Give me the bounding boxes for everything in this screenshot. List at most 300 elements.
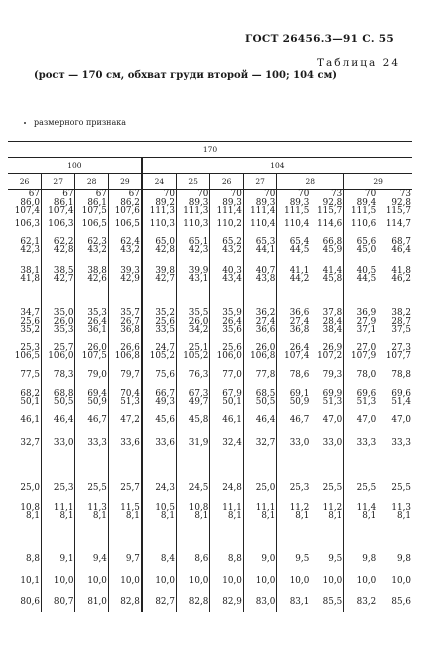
table-row <box>8 304 412 340</box>
value-cell <box>310 190 343 217</box>
cell-value: 10,0 <box>289 575 310 586</box>
value-cell <box>75 498 108 526</box>
cell-value: 69,4 <box>87 388 107 399</box>
cell-value: 42,7 <box>53 274 74 284</box>
value-cell <box>277 364 310 386</box>
cell-value: 8,1 <box>92 511 107 521</box>
cell-value: 27,9 <box>356 316 377 327</box>
value-cell <box>277 304 310 340</box>
value-cell <box>75 592 108 612</box>
value-cell <box>310 340 343 364</box>
cell-value: 26,4 <box>289 342 310 353</box>
value-cell <box>108 570 141 592</box>
value-cell <box>108 260 141 290</box>
spacer-cell <box>377 526 412 548</box>
cell-value: 35,5 <box>188 308 209 319</box>
value-cell <box>108 232 141 260</box>
cell-value: 43,1 <box>188 274 209 284</box>
cell-value: 115,7 <box>317 206 343 217</box>
value-cell <box>8 232 41 260</box>
cell-value: 78,0 <box>356 369 377 380</box>
value-cell <box>377 340 412 364</box>
cell-value: 32,4 <box>222 437 242 448</box>
bullet-dot <box>24 122 26 124</box>
cell-value: 92,8 <box>391 197 411 208</box>
cell-value: 35,2 <box>155 308 175 319</box>
value-cell <box>344 498 377 526</box>
cell-value: 27,4 <box>289 316 310 327</box>
value-cell <box>243 410 276 430</box>
cell-value: 79,7 <box>120 369 140 380</box>
cell-value: 9,4 <box>92 553 107 564</box>
cell-value: 36,8 <box>289 325 310 336</box>
cell-value: 26,0 <box>53 316 74 327</box>
cell-value: 36,2 <box>255 308 276 319</box>
value-cell <box>310 410 343 430</box>
value-cell <box>75 216 108 232</box>
cell-value: 45,9 <box>322 245 343 255</box>
cell-value: 27,0 <box>356 342 377 353</box>
cell-value: 36,6 <box>255 325 276 336</box>
cell-value: 65,1 <box>188 236 209 247</box>
cell-value: 40,5 <box>356 265 377 276</box>
cell-value: 33,0 <box>53 437 74 448</box>
spacer-cell <box>108 290 141 304</box>
value-cell <box>108 548 141 570</box>
cell-value: 114,6 <box>317 218 343 229</box>
table-row <box>8 410 412 430</box>
cell-value: 89,3 <box>188 197 209 208</box>
cell-value: 42,6 <box>87 274 107 284</box>
value-cell <box>108 430 141 456</box>
value-cell <box>75 410 108 430</box>
value-cell <box>142 498 177 526</box>
cell-value: 33,5 <box>155 325 175 336</box>
spacer-cell <box>8 290 41 304</box>
value-cell <box>210 592 243 612</box>
cell-value: 11,1 <box>53 502 74 513</box>
value-cell <box>108 478 141 498</box>
value-cell <box>8 410 41 430</box>
spacer-cell <box>75 456 108 478</box>
value-cell <box>75 548 108 570</box>
value-cell <box>243 232 276 260</box>
cell-value: 8,4 <box>160 553 175 564</box>
hip-column-header: 27 <box>41 174 74 190</box>
cell-value: 62,1 <box>20 236 40 247</box>
cell-value: 9,0 <box>261 553 276 564</box>
hip-column-header: 28 <box>277 174 344 190</box>
spacer-cell <box>108 526 141 548</box>
cell-value: 77,5 <box>20 369 40 380</box>
cell-value: 42,3 <box>188 245 209 255</box>
cell-value: 81,0 <box>87 596 107 607</box>
chest-group-header: 104 <box>142 158 412 174</box>
cell-value: 77,8 <box>255 369 276 380</box>
cell-value: 86,0 <box>20 197 40 208</box>
cell-value: 46,2 <box>391 274 411 284</box>
hip-column-header: 29 <box>108 174 141 190</box>
cell-value: 85,6 <box>391 596 411 607</box>
cell-value: 43,2 <box>120 245 140 255</box>
hip-column-header: 27 <box>243 174 276 190</box>
cell-value: 50,5 <box>53 397 74 407</box>
value-cell <box>344 592 377 612</box>
cell-value: 65,4 <box>289 236 310 247</box>
cell-value: 28,4 <box>322 316 343 327</box>
value-cell <box>41 260 74 290</box>
cell-value: 44,2 <box>289 274 310 284</box>
table-body <box>8 190 412 613</box>
value-cell <box>310 260 343 290</box>
cell-value: 106,5 <box>81 218 107 229</box>
cell-value: 25,1 <box>188 342 209 353</box>
value-cell <box>75 304 108 340</box>
cell-value: 41,1 <box>289 265 310 276</box>
cell-value: 65,0 <box>155 236 175 247</box>
value-cell <box>176 232 209 260</box>
value-cell <box>176 364 209 386</box>
value-cell <box>142 304 177 340</box>
value-cell <box>75 190 108 217</box>
value-cell <box>277 548 310 570</box>
spacer-cell <box>310 526 343 548</box>
cell-value: 26,0 <box>188 316 209 327</box>
cell-value: 43,4 <box>222 274 242 284</box>
value-cell <box>176 216 209 232</box>
value-cell <box>176 430 209 456</box>
cell-value: 36,1 <box>87 325 107 336</box>
height-group-header: 170 <box>8 142 412 158</box>
cell-value: 107,7 <box>385 351 411 361</box>
cell-value: 45,8 <box>188 414 209 425</box>
value-cell <box>377 260 412 290</box>
spacer-cell <box>142 526 177 548</box>
cell-value: 50,9 <box>289 397 310 407</box>
value-cell <box>243 592 276 612</box>
cell-value: 37,8 <box>322 308 343 319</box>
value-cell <box>310 386 343 410</box>
cell-value: 11,5 <box>120 502 140 513</box>
cell-value: 110,4 <box>250 218 276 229</box>
cell-value: 8,1 <box>227 511 242 521</box>
cell-value: 110,3 <box>149 218 175 229</box>
value-cell <box>8 498 41 526</box>
table-caption: Таблица 24 <box>317 57 400 69</box>
cell-value: 26,9 <box>322 342 343 353</box>
cell-value: 8,1 <box>160 511 175 521</box>
cell-value: 110,6 <box>351 218 377 229</box>
cell-value: 33,3 <box>356 437 377 448</box>
hip-column-header: 26 <box>8 174 41 190</box>
cell-value: 44,5 <box>356 274 377 284</box>
cell-value: 32,7 <box>20 437 40 448</box>
value-cell <box>344 386 377 410</box>
value-cell <box>8 592 41 612</box>
value-cell <box>41 216 74 232</box>
cell-value: 115,7 <box>385 206 411 217</box>
value-cell <box>210 364 243 386</box>
hip-column-header: 29 <box>344 174 412 190</box>
cell-value: 111,3 <box>149 206 175 217</box>
cell-value: 26,0 <box>87 342 107 353</box>
value-cell <box>176 570 209 592</box>
cell-value: 89,3 <box>222 197 242 208</box>
value-cell <box>176 548 209 570</box>
cell-value: 10,0 <box>255 575 276 586</box>
cell-value: 65,3 <box>255 236 276 247</box>
cell-value: 82,8 <box>120 596 140 607</box>
value-cell <box>344 304 377 340</box>
value-cell <box>8 548 41 570</box>
cell-value: 10,0 <box>53 575 74 586</box>
cell-value: 86,1 <box>87 197 107 208</box>
cell-value: 79,0 <box>87 369 107 380</box>
cell-value: 25,3 <box>289 482 310 493</box>
value-cell <box>108 340 141 364</box>
cell-value: 24,7 <box>155 342 175 353</box>
spacer-cell <box>176 456 209 478</box>
cell-value: 44,1 <box>255 245 276 255</box>
cell-value: 107,4 <box>14 206 40 217</box>
spacer-cell <box>344 526 377 548</box>
spacer-cell <box>377 290 412 304</box>
table-row <box>8 430 412 456</box>
value-cell <box>243 430 276 456</box>
cell-value: 79,3 <box>322 369 343 380</box>
cell-value: 65,6 <box>356 236 377 247</box>
value-cell <box>142 216 177 232</box>
cell-value: 110,2 <box>216 218 242 229</box>
measurements-table <box>8 141 412 612</box>
spacer-cell <box>142 290 177 304</box>
value-cell <box>108 364 141 386</box>
cell-value: 40,3 <box>222 265 242 276</box>
value-cell <box>176 410 209 430</box>
cell-value: 35,2 <box>20 325 40 336</box>
cell-value: 35,9 <box>222 308 242 319</box>
cell-value: 10,0 <box>188 575 209 586</box>
cell-value: 107,5 <box>81 351 107 361</box>
cell-value: 42,8 <box>53 245 74 255</box>
cell-value: 33,3 <box>87 437 107 448</box>
value-cell <box>8 260 41 290</box>
value-cell <box>277 498 310 526</box>
cell-value: 51,3 <box>322 397 343 407</box>
value-cell <box>75 386 108 410</box>
value-cell <box>108 410 141 430</box>
value-cell <box>41 548 74 570</box>
cell-value: 111,4 <box>216 206 242 217</box>
cell-value: 25,5 <box>87 482 107 493</box>
cell-value: 10,0 <box>155 575 175 586</box>
value-cell <box>75 340 108 364</box>
cell-value: 8,1 <box>25 511 40 521</box>
value-cell <box>8 570 41 592</box>
spacer-cell <box>41 456 74 478</box>
cell-value: 62,4 <box>120 236 140 247</box>
cell-value: 24,5 <box>188 482 209 493</box>
value-cell <box>142 410 177 430</box>
value-cell <box>176 190 209 217</box>
cell-value: 46,4 <box>391 245 411 255</box>
cell-value: 32,7 <box>255 437 276 448</box>
spacer-cell <box>41 526 74 548</box>
cell-value: 73 <box>399 189 411 200</box>
cell-value: 47,2 <box>120 414 140 425</box>
value-cell <box>210 216 243 232</box>
value-cell <box>142 430 177 456</box>
cell-value: 8,8 <box>25 553 40 564</box>
cell-value: 89,2 <box>155 197 175 208</box>
cell-value: 82,7 <box>155 596 175 607</box>
cell-value: 68,7 <box>391 236 411 247</box>
cell-value: 89,3 <box>255 197 276 208</box>
cell-value: 8,1 <box>328 511 343 521</box>
value-cell <box>344 260 377 290</box>
cell-value: 39,3 <box>120 265 140 276</box>
cell-value: 107,4 <box>284 351 310 361</box>
value-cell <box>243 498 276 526</box>
cell-value: 86,1 <box>53 197 74 208</box>
cell-value: 38,5 <box>53 265 74 276</box>
cell-value: 43,2 <box>87 245 107 255</box>
cell-value: 68,2 <box>20 388 40 399</box>
cell-value: 66,7 <box>155 388 175 399</box>
value-cell <box>277 592 310 612</box>
cell-value: 50,9 <box>87 397 107 407</box>
value-cell <box>210 498 243 526</box>
value-cell <box>243 570 276 592</box>
cell-value: 45,6 <box>155 414 175 425</box>
attribute-label: размерного признака <box>24 118 126 127</box>
value-cell <box>41 478 74 498</box>
cell-value: 8,1 <box>295 511 310 521</box>
value-cell <box>277 430 310 456</box>
cell-value: 34,2 <box>188 325 209 336</box>
table-row <box>8 478 412 498</box>
cell-value: 78,6 <box>289 369 310 380</box>
cell-value: 83,1 <box>289 596 310 607</box>
cell-value: 77,0 <box>222 369 242 380</box>
spacer-cell <box>108 456 141 478</box>
cell-value: 86,2 <box>120 197 140 208</box>
value-cell <box>142 570 177 592</box>
cell-value: 38,2 <box>391 308 411 319</box>
cell-value: 36,6 <box>289 308 310 319</box>
cell-value: 107,9 <box>351 351 377 361</box>
spacer-cell <box>75 526 108 548</box>
cell-value: 43,8 <box>255 274 276 284</box>
spacer-row <box>8 290 412 304</box>
spacer-cell <box>210 526 243 548</box>
value-cell <box>243 340 276 364</box>
value-cell <box>176 592 209 612</box>
cell-value: 67 <box>28 189 40 200</box>
value-cell <box>41 232 74 260</box>
value-cell <box>243 548 276 570</box>
value-cell <box>377 570 412 592</box>
value-cell <box>176 304 209 340</box>
spacer-cell <box>310 290 343 304</box>
cell-value: 38,8 <box>87 265 107 276</box>
cell-value: 106,0 <box>216 351 242 361</box>
value-cell <box>8 386 41 410</box>
cell-value: 50,5 <box>255 397 276 407</box>
cell-value: 70 <box>230 189 242 200</box>
cell-value: 10,0 <box>322 575 343 586</box>
value-cell <box>377 592 412 612</box>
table-row <box>8 592 412 612</box>
cell-value: 46,4 <box>53 414 74 425</box>
cell-value: 70 <box>264 189 276 200</box>
value-cell <box>210 548 243 570</box>
cell-value: 11,4 <box>356 502 377 513</box>
value-cell <box>41 340 74 364</box>
cell-value: 69,6 <box>356 388 377 399</box>
cell-value: 8,1 <box>194 511 209 521</box>
value-cell <box>277 478 310 498</box>
cell-value: 33,6 <box>120 437 140 448</box>
cell-value: 78,8 <box>391 369 411 380</box>
cell-value: 35,7 <box>120 308 140 319</box>
spacer-cell <box>8 526 41 548</box>
value-cell <box>8 216 41 232</box>
table-row <box>8 498 412 526</box>
value-cell <box>210 260 243 290</box>
cell-value: 70 <box>197 189 209 200</box>
value-cell <box>277 190 310 217</box>
cell-value: 46,4 <box>255 414 276 425</box>
spacer-row <box>8 456 412 478</box>
value-cell <box>210 570 243 592</box>
value-cell <box>277 570 310 592</box>
cell-value: 35,6 <box>222 325 242 336</box>
value-cell <box>108 592 141 612</box>
value-cell <box>176 260 209 290</box>
cell-value: 8,1 <box>362 511 377 521</box>
value-cell <box>377 430 412 456</box>
hip-column-header: 24 <box>142 174 177 190</box>
cell-value: 80,6 <box>20 596 40 607</box>
cell-value: 44,5 <box>289 245 310 255</box>
cell-value: 11,1 <box>222 502 242 513</box>
value-cell <box>41 304 74 340</box>
cell-value: 9,5 <box>295 553 310 564</box>
value-cell <box>75 364 108 386</box>
value-cell <box>310 364 343 386</box>
value-cell <box>310 216 343 232</box>
value-cell <box>142 478 177 498</box>
value-cell <box>8 304 41 340</box>
hip-column-header: 26 <box>210 174 243 190</box>
value-cell <box>377 364 412 386</box>
value-cell <box>277 340 310 364</box>
value-cell <box>377 386 412 410</box>
value-cell <box>277 410 310 430</box>
value-cell <box>142 548 177 570</box>
cell-value: 25,3 <box>20 342 40 353</box>
value-cell <box>108 190 141 217</box>
value-cell <box>377 498 412 526</box>
cell-value: 67,9 <box>222 388 242 399</box>
value-cell <box>75 232 108 260</box>
value-cell <box>377 548 412 570</box>
cell-value: 110,4 <box>284 218 310 229</box>
value-cell <box>75 478 108 498</box>
table-row <box>8 216 412 232</box>
value-cell <box>41 498 74 526</box>
